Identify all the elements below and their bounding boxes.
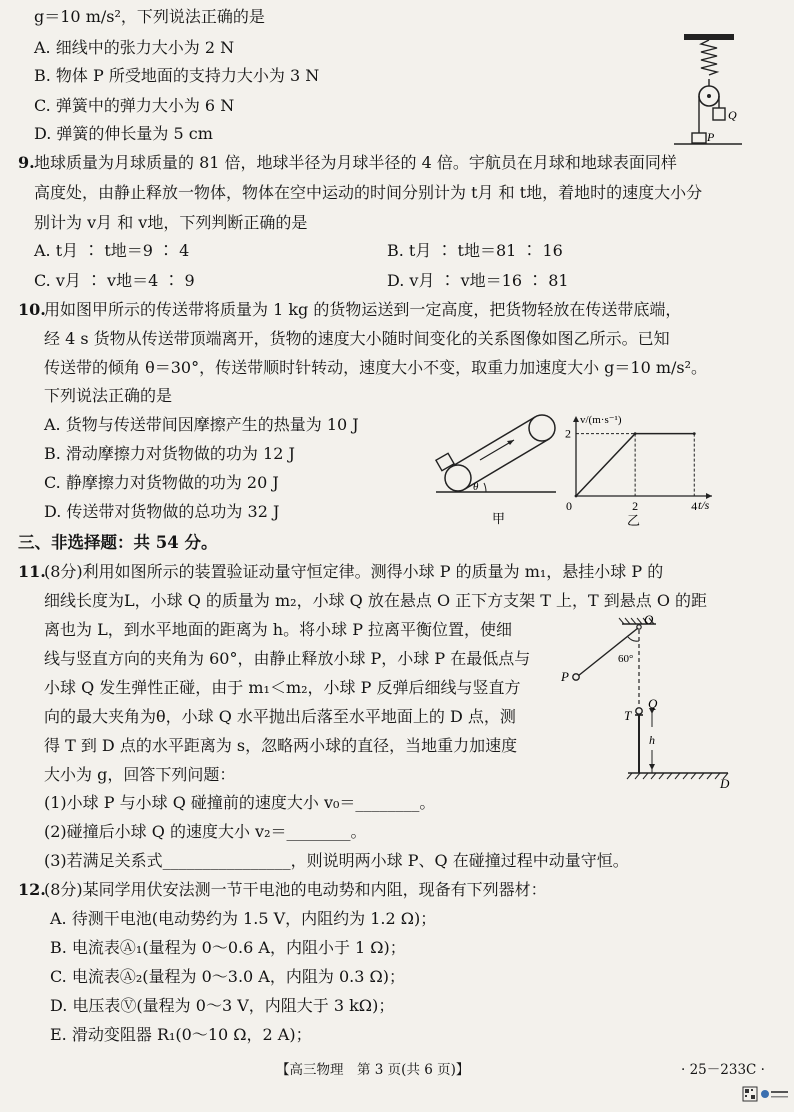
q12-option-e: E. 滑动变阻器 R₁(0～10 Ω，2 A)； xyxy=(50,1025,312,1044)
q9-option-b: B. t月 ∶ t地＝81 ∶ 16 xyxy=(387,241,563,260)
fig-label-h: h xyxy=(649,733,655,747)
section-title: 三、非选择题：共 54 分。 xyxy=(18,533,218,552)
q10-line-1: 用如图甲所示的传送带将质量为 1 kg 的货物运送到一定高度，把货物轻放在传送带底端， xyxy=(44,300,682,319)
x-tick-label: 0 xyxy=(566,499,572,513)
q10-line-2: 经 4 s 货物从传送带顶端离开，货物的速度大小随时间变化的关系图像如图乙所示。已知 xyxy=(44,329,670,348)
prev-option-a: A. 细线中的张力大小为 2 N xyxy=(34,38,235,57)
fig-label-o: O xyxy=(644,612,654,627)
q10-number: 10. xyxy=(18,300,46,319)
x-tick-label: 4 xyxy=(691,499,698,513)
fig-label-d: D xyxy=(720,776,730,790)
y-tick-label: 2 xyxy=(565,426,571,441)
fig-label-q: Q xyxy=(728,108,737,122)
conveyor-figure xyxy=(432,410,562,532)
q12-option-d: D. 电压表Ⓥ(量程为 0～3 V，内阻大于 3 kΩ)； xyxy=(50,996,395,1015)
q11-line-5: 小球 Q 发生弹性正碰，由于 m₁＜m₂，小球 P 反弹后细线与竖直方 xyxy=(44,678,521,697)
fig-jia-label: 甲 xyxy=(492,511,506,526)
q10-option-a: A. 货物与传送带间因摩擦产生的热量为 10 J xyxy=(44,415,359,434)
q11-line-8: 大小为 g，回答下列问题： xyxy=(44,765,236,784)
q11-sub-3: (3)若满足关系式________________，则说明两小球 P、Q 在碰撞过程中动量守恒。 xyxy=(44,851,629,870)
q11-line-3: 离也为 L，到水平地面的距离为 h。将小球 P 拉离平衡位置，使细 xyxy=(44,620,513,639)
q10-line-3: 传送带的倾角 θ＝30°，传送带顺时针转动，速度大小不变，取重力加速度大小 g＝10 m/s²。 xyxy=(44,358,708,377)
q12-option-a: A. 待测干电池(电动势约为 1.5 V，内阻约为 1.2 Ω)； xyxy=(50,909,437,928)
q9-option-c: C. v月 ∶ v地＝4 ∶ 9 xyxy=(34,271,195,290)
fig-label-p: P xyxy=(707,130,715,144)
paper-code: · 25－233C · xyxy=(681,1062,765,1078)
q9-option-a: A. t月 ∶ t地＝9 ∶ 4 xyxy=(34,241,190,260)
spring-pulley-figure xyxy=(670,30,750,152)
q10-line-4: 下列说法正确的是 xyxy=(44,386,173,405)
chart-y-label: v/(m·s⁻¹) xyxy=(580,414,622,426)
q12-number: 12. xyxy=(18,880,46,899)
q10-option-b: B. 滑动摩擦力对货物做的功为 12 J xyxy=(44,444,295,463)
q11-line-7: 得 T 到 D 点的水平距离为 s，忽略两小球的直径，当地重力加速度 xyxy=(44,736,518,755)
chart-x-label: t/s xyxy=(698,498,710,512)
fig-label-t: T xyxy=(624,708,632,723)
data-point xyxy=(575,495,578,498)
fig-label-q-ball: Q xyxy=(648,696,658,711)
q9-number: 9. xyxy=(18,153,35,172)
q10-option-d: D. 传送带对货物做的总功为 32 J xyxy=(44,502,280,521)
q12-line-1: (8分)某同学用伏安法测一节干电池的电动势和内阻，现备有下列器材： xyxy=(44,880,547,899)
q11-line-6: 向的最大夹角为θ，小球 Q 水平抛出后落至水平地面上的 D 点，测 xyxy=(44,707,516,726)
q9-line-2: 高度处，由静止释放一物体，物体在空中运动的时间分别计为 t月 和 t地，着地时的速度大小分 xyxy=(34,183,703,202)
x-tick-label: 2 xyxy=(632,499,639,513)
q11-line-1: (8分)利用如图所示的装置验证动量守恒定律。测得小球 P 的质量为 m₁，悬挂小球 P 的 xyxy=(44,562,664,581)
pendulum-figure xyxy=(560,610,740,790)
q11-number: 11. xyxy=(18,562,46,581)
prev-option-c: C. 弹簧中的弹力大小为 6 N xyxy=(34,96,235,115)
fig-label-p-ball: P xyxy=(561,669,569,684)
chart-label-yi: 乙 xyxy=(627,513,641,528)
q9-line-3: 别计为 v月 和 v地，下列判断正确的是 xyxy=(34,213,308,232)
q9-line-1: 地球质量为月球质量的 81 倍，地球半径为月球半径的 4 倍。宇航员在月球和地球表面同样 xyxy=(34,153,677,172)
q9-option-d: D. v月 ∶ v地＝16 ∶ 81 xyxy=(387,271,569,290)
qr-watermark-icon xyxy=(742,1086,790,1104)
q11-sub-1: (1)小球 P 与小球 Q 碰撞前的速度大小 v₀＝________。 xyxy=(44,793,436,812)
prev-option-d: D. 弹簧的伸长量为 5 cm xyxy=(34,124,213,143)
q12-option-b: B. 电流表Ⓐ₁(量程为 0～0.6 A，内阻小于 1 Ω)； xyxy=(50,938,406,957)
prev-option-b: B. 物体 P 所受地面的支持力大小为 3 N xyxy=(34,66,320,85)
q12-option-c: C. 电流表Ⓐ₂(量程为 0～3.0 A，内阻为 0.3 Ω)； xyxy=(50,967,405,986)
q11-line-4: 线与竖直方向的夹角为 60°，由静止释放小球 P，小球 P 在最低点与 xyxy=(44,649,531,668)
q10-option-c: C. 静摩擦力对货物做的功为 20 J xyxy=(44,473,279,492)
conveyor-angle-label: θ xyxy=(473,481,479,493)
velocity-time-chart xyxy=(560,410,730,534)
q11-sub-2: (2)碰撞后小球 Q 的速度大小 v₂＝________。 xyxy=(44,822,367,841)
q11-line-2: 细线长度为L，小球 Q 的质量为 m₂，小球 Q 放在悬点 O 正下方支架 T 上，T 到悬点 O 的距 xyxy=(44,591,708,610)
fig-label-angle: 60° xyxy=(618,653,634,665)
page-footer: 【高三物理 第 3 页(共 6 页)】 xyxy=(276,1062,470,1078)
prev-stem-tail: g＝10 m/s²，下列说法正确的是 xyxy=(34,7,265,26)
